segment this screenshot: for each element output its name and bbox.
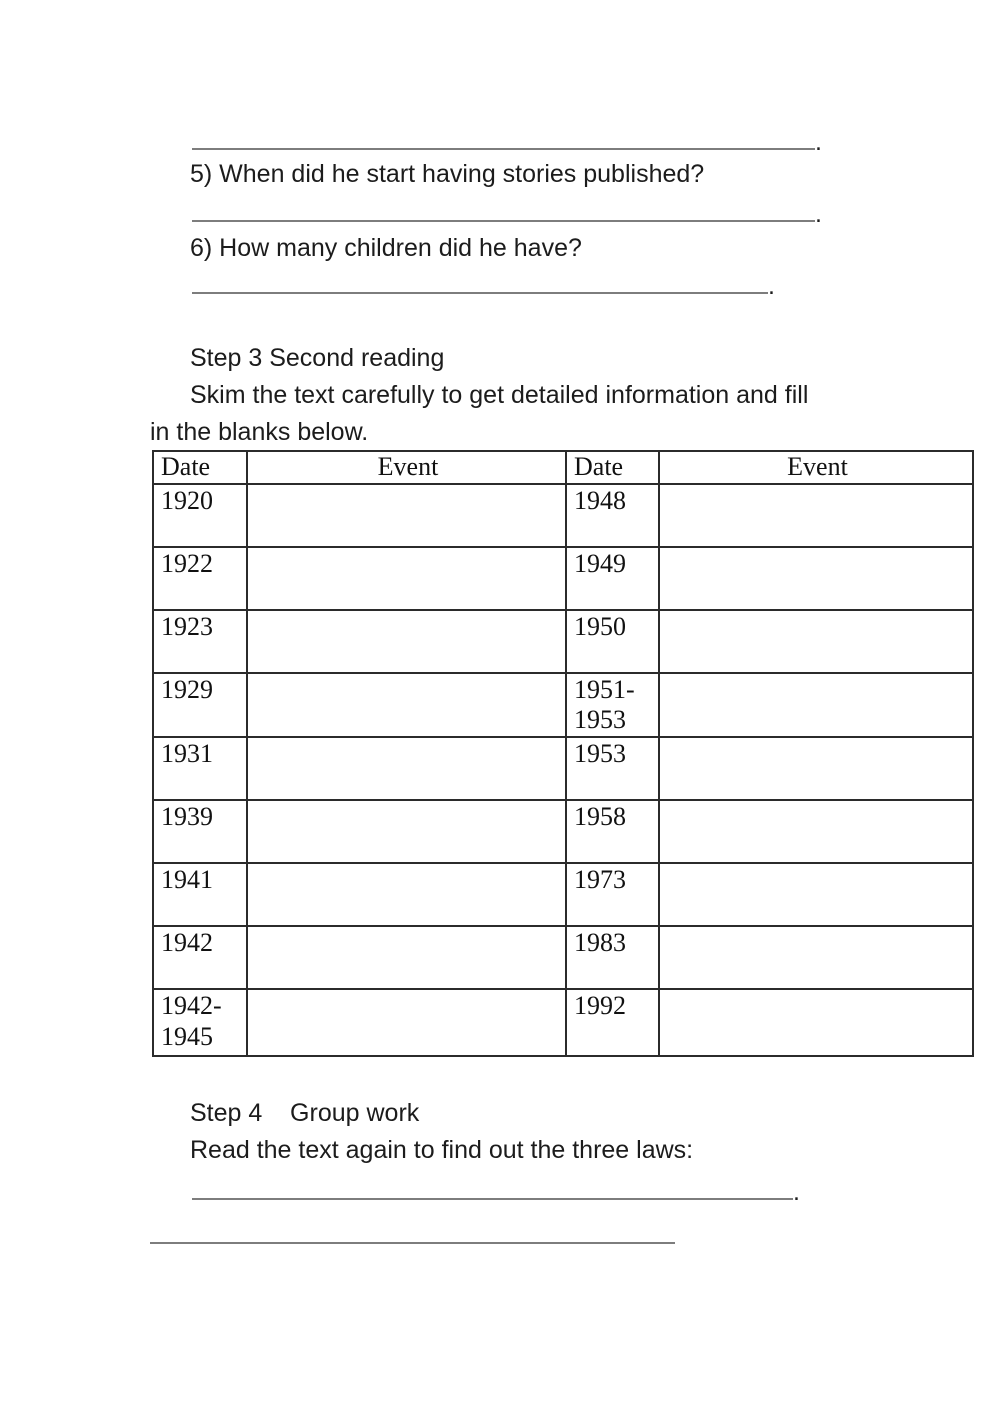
event-cell[interactable] [247,484,566,547]
date-cell: 1942 [153,926,247,989]
date-cell: 1942-1945 [153,989,247,1056]
blank-period: . [768,272,775,300]
date-cell: 1983 [566,926,659,989]
date-cell: 1992 [566,989,659,1056]
answer-blank-laws-1[interactable] [192,1179,800,1205]
table-row [153,926,973,989]
date-cell: 1929 [153,673,247,737]
event-cell[interactable] [659,673,973,737]
date-cell: 1922 [153,547,247,610]
step3-instruction-line2: in the blanks below. [150,418,369,446]
event-cell[interactable] [659,484,973,547]
step3-instruction-line1: Skim the text carefully to get detailed information and fill [190,381,809,409]
table-row [153,737,973,800]
table-row [153,863,973,926]
answer-blank-q5[interactable] [192,201,822,227]
event-cell[interactable] [659,989,973,1056]
event-cell[interactable] [247,989,566,1056]
event-cell[interactable] [659,926,973,989]
answer-blank-laws-2[interactable] [150,1223,675,1249]
date-cell: 1920 [153,484,247,547]
event-cell[interactable] [247,926,566,989]
event-cell[interactable] [247,673,566,737]
answer-blank-q4[interactable] [192,129,822,155]
event-cell[interactable] [247,800,566,863]
date-cell: 1931 [153,737,247,800]
question-5: 5) When did he start having stories published? [190,160,705,188]
table-row [153,673,973,737]
date-cell: 1958 [566,800,659,863]
header-date-1: Date [153,451,247,484]
step4-heading: Step 4 Group work [190,1099,420,1127]
blank-period: . [815,200,822,228]
blank-underline [192,129,815,150]
date-cell: 1948 [566,484,659,547]
table-row [153,989,973,1056]
event-cell[interactable] [659,547,973,610]
event-cell[interactable] [659,737,973,800]
date-cell: 1941 [153,863,247,926]
event-cell[interactable] [659,610,973,673]
blank-period: . [793,1178,800,1206]
event-cell[interactable] [247,610,566,673]
step4-instruction: Read the text again to find out the three laws: [190,1136,694,1164]
table-row [153,484,973,547]
blank-underline [192,201,815,222]
blank-underline [192,1179,793,1200]
event-cell[interactable] [247,547,566,610]
date-cell: 1950 [566,610,659,673]
table-row [153,610,973,673]
event-cell[interactable] [247,737,566,800]
date-cell: 1953 [566,737,659,800]
date-cell: 1949 [566,547,659,610]
header-date-2: Date [566,451,659,484]
date-cell: 1923 [153,610,247,673]
table-row [153,547,973,610]
header-event-1: Event [247,451,566,484]
timeline-table [152,450,974,1057]
table-row [153,800,973,863]
blank-period: . [815,128,822,156]
table-header-row [153,451,973,484]
step3-heading: Step 3 Second reading [190,344,445,372]
event-cell[interactable] [247,863,566,926]
blank-underline [192,273,768,294]
event-cell[interactable] [659,800,973,863]
date-cell: 1973 [566,863,659,926]
answer-blank-q6[interactable] [192,273,775,299]
event-cell[interactable] [659,863,973,926]
question-6: 6) How many children did he have? [190,234,582,262]
date-cell: 1939 [153,800,247,863]
blank-underline [150,1223,675,1244]
date-cell: 1951-1953 [566,673,659,737]
header-event-2: Event [659,451,973,484]
